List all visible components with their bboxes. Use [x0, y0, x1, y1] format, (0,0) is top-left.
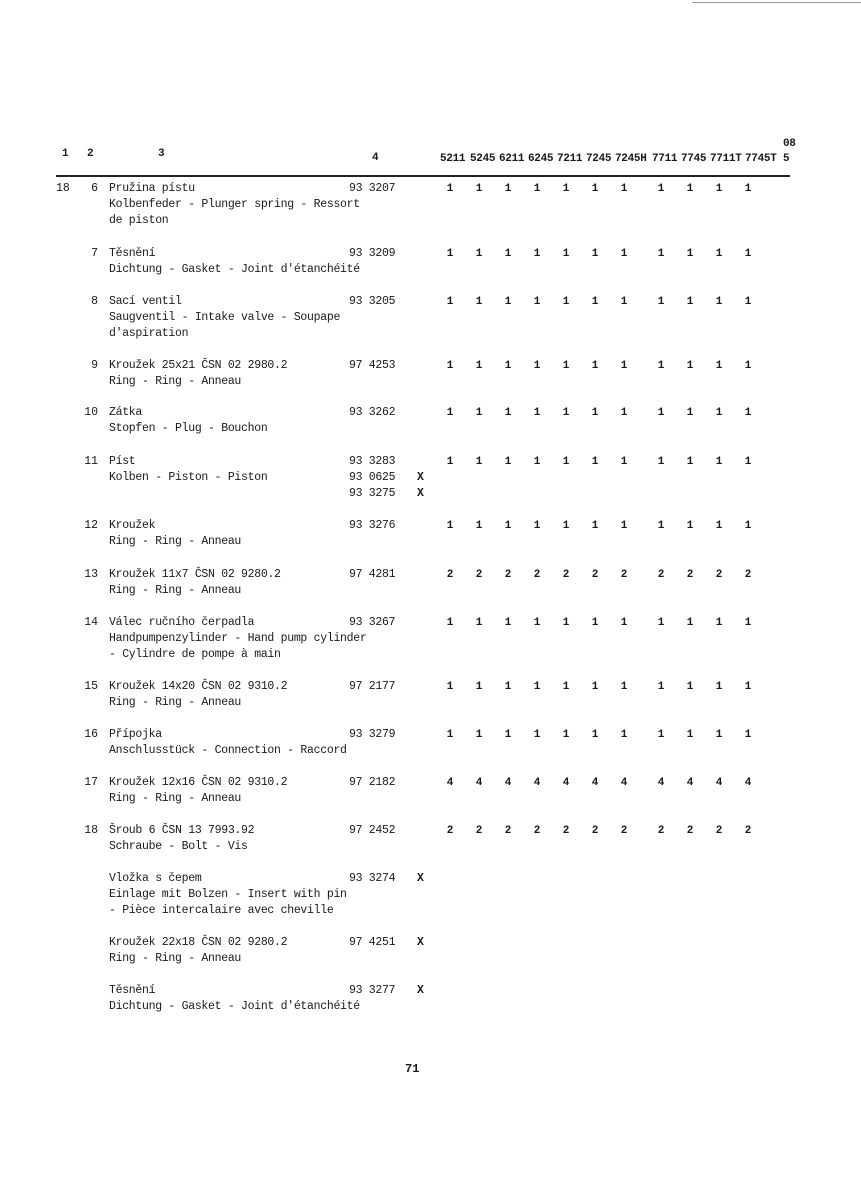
header-model: 7711 — [652, 153, 678, 165]
part-description: Sací ventil Saugventil - Intake valve - Soupape d'aspiration — [109, 295, 341, 340]
quantity-cell: 1 — [504, 183, 512, 195]
header-last-col-bottom: 5 — [783, 153, 790, 165]
quantity-cell: 1 — [744, 729, 752, 741]
quantity-cell: 1 — [715, 360, 723, 372]
quantity-cell: 2 — [591, 569, 599, 581]
quantity-cell: 2 — [715, 825, 723, 837]
quantity-cell: 1 — [446, 681, 454, 693]
quantity-cell: 4 — [504, 777, 512, 789]
part-numbers — [349, 615, 395, 631]
page-number: 71 — [405, 1062, 420, 1076]
alternate-marker: X — [417, 487, 424, 500]
quantity-cell: 2 — [657, 825, 665, 837]
header-model: 5211 — [440, 153, 466, 165]
quantity-cell: 1 — [744, 520, 752, 532]
quantity-cell: 2 — [504, 569, 512, 581]
quantity-cell: 1 — [591, 183, 599, 195]
quantity-cell: 1 — [715, 681, 723, 693]
row-position-number: 7 — [91, 247, 98, 260]
quantity-cell: 4 — [715, 777, 723, 789]
quantity-cell: 2 — [620, 825, 628, 837]
part-numbers — [349, 935, 395, 951]
quantity-cell: 1 — [475, 681, 483, 693]
part-number: 93 3276 — [349, 519, 396, 532]
quantity-cell: 1 — [657, 729, 665, 741]
header-col-2: 2 — [87, 148, 94, 160]
quantity-cell: 1 — [686, 407, 694, 419]
header-col-3: 3 — [158, 148, 165, 160]
header-model: 7745T — [745, 153, 777, 165]
part-description: Válec ručního čerpadla Handpumpenzylinder - Hand pump cylinder - Cylindre de pompe à main — [109, 616, 367, 661]
quantity-cell: 1 — [657, 681, 665, 693]
quantity-cell: 2 — [591, 825, 599, 837]
quantity-cell: 1 — [446, 296, 454, 308]
header-model: 7245 — [586, 153, 612, 165]
alternate-marker: X — [417, 872, 424, 885]
quantity-cell: 2 — [446, 569, 454, 581]
quantity-cell: 1 — [446, 248, 454, 260]
part-numbers — [349, 405, 395, 421]
quantity-cell: 1 — [686, 360, 694, 372]
quantity-cell: 1 — [744, 183, 752, 195]
quantity-cell: 1 — [620, 407, 628, 419]
part-numbers — [349, 454, 395, 502]
quantity-cell: 1 — [657, 360, 665, 372]
quantity-cell: 1 — [744, 456, 752, 468]
part-number: 93 3207 — [349, 182, 396, 195]
alternate-marker: X — [417, 984, 424, 997]
quantity-cell: 4 — [591, 777, 599, 789]
quantity-cell: 1 — [533, 456, 541, 468]
quantity-cell: 1 — [620, 729, 628, 741]
part-number: 93 3267 — [349, 616, 396, 629]
quantity-cell: 4 — [533, 777, 541, 789]
part-numbers — [349, 567, 395, 583]
quantity-cell: 1 — [715, 296, 723, 308]
part-number: 93 3205 — [349, 295, 396, 308]
quantity-cell: 4 — [744, 777, 752, 789]
quantity-cell: 2 — [562, 569, 570, 581]
header-col-1: 1 — [62, 148, 69, 160]
quantity-cell: 1 — [475, 183, 483, 195]
quantity-cell: 1 — [475, 617, 483, 629]
quantity-cell: 1 — [504, 296, 512, 308]
row-position-number: 13 — [84, 568, 98, 581]
quantity-cell: 1 — [744, 617, 752, 629]
part-number: 97 2177 — [349, 680, 396, 693]
quantity-cell: 1 — [475, 456, 483, 468]
quantity-cell: 1 — [686, 681, 694, 693]
quantity-cell: 1 — [657, 296, 665, 308]
quantity-cell: 4 — [657, 777, 665, 789]
part-description: Těsnění Dichtung - Gasket - Joint d'étanchéité — [109, 247, 360, 276]
row-group-number: 18 — [56, 182, 70, 195]
quantity-cell: 1 — [591, 248, 599, 260]
quantity-cell: 1 — [657, 407, 665, 419]
quantity-cell: 1 — [686, 456, 694, 468]
quantity-cell: 2 — [562, 825, 570, 837]
quantity-cell: 1 — [620, 520, 628, 532]
row-position-number: 6 — [91, 182, 98, 195]
quantity-cell: 1 — [591, 729, 599, 741]
quantity-cell: 1 — [533, 296, 541, 308]
quantity-cell: 2 — [504, 825, 512, 837]
row-position-number: 10 — [84, 406, 98, 419]
quantity-cell: 1 — [533, 407, 541, 419]
header-model: 7245H — [615, 153, 647, 165]
quantity-cell: 1 — [686, 183, 694, 195]
quantity-cell: 1 — [562, 729, 570, 741]
part-description: Vložka s čepem Einlage mit Bolzen - Insert with pin - Pièce intercalaire avec cheville — [109, 872, 347, 917]
quantity-cell: 1 — [562, 456, 570, 468]
quantity-cell: 2 — [446, 825, 454, 837]
alternate-markers — [417, 983, 424, 999]
quantity-cell: 1 — [620, 617, 628, 629]
part-description: Přípojka Anschlusstück - Connection - Raccord — [109, 728, 347, 757]
part-number: 97 2182 — [349, 776, 396, 789]
header-col-4: 4 — [372, 152, 379, 164]
quantity-cell: 1 — [446, 407, 454, 419]
quantity-cell: 1 — [620, 248, 628, 260]
quantity-cell: 1 — [562, 617, 570, 629]
quantity-cell: 2 — [475, 569, 483, 581]
part-numbers — [349, 983, 395, 999]
quantity-cell: 1 — [686, 520, 694, 532]
quantity-cell: 1 — [533, 248, 541, 260]
quantity-cell: 1 — [446, 520, 454, 532]
quantity-cell: 2 — [744, 569, 752, 581]
quantity-cell: 2 — [744, 825, 752, 837]
row-position-number: 18 — [84, 824, 98, 837]
quantity-cell: 2 — [657, 569, 665, 581]
quantity-cell: 1 — [533, 520, 541, 532]
part-numbers — [349, 294, 395, 310]
row-position-number: 15 — [84, 680, 98, 693]
part-number: 93 0625 — [349, 471, 396, 484]
part-number: 97 2452 — [349, 824, 396, 837]
quantity-cell: 1 — [446, 456, 454, 468]
quantity-cell: 1 — [591, 520, 599, 532]
part-numbers — [349, 823, 395, 839]
quantity-cell: 1 — [715, 248, 723, 260]
part-description: Pružina pístu Kolbenfeder - Plunger spring - Ressort de piston — [109, 182, 360, 227]
quantity-cell: 1 — [562, 407, 570, 419]
header-last-col-top: 08 — [783, 138, 796, 150]
part-number: 93 3209 — [349, 247, 396, 260]
quantity-cell: 1 — [533, 360, 541, 372]
alternate-markers — [417, 871, 424, 887]
quantity-cell: 1 — [475, 729, 483, 741]
header-model: 7211 — [557, 153, 583, 165]
quantity-cell: 2 — [620, 569, 628, 581]
quantity-cell: 4 — [620, 777, 628, 789]
quantity-cell: 2 — [686, 825, 694, 837]
quantity-cell: 1 — [657, 183, 665, 195]
quantity-cell: 1 — [657, 456, 665, 468]
quantity-cell: 1 — [504, 617, 512, 629]
quantity-cell: 1 — [562, 520, 570, 532]
part-numbers — [349, 775, 395, 791]
quantity-cell: 1 — [446, 183, 454, 195]
quantity-cell: 1 — [620, 681, 628, 693]
quantity-cell: 4 — [475, 777, 483, 789]
quantity-cell: 1 — [504, 681, 512, 693]
quantity-cell: 1 — [715, 407, 723, 419]
alternate-marker — [417, 454, 424, 470]
quantity-cell: 1 — [562, 248, 570, 260]
row-position-number: 16 — [84, 728, 98, 741]
part-description: Kroužek 22x18 ČSN 02 9280.2 Ring - Ring - Anneau — [109, 936, 288, 965]
part-description: Kroužek 12x16 ČSN 02 9310.2 Ring - Ring - Anneau — [109, 776, 288, 805]
quantity-cell: 1 — [475, 407, 483, 419]
quantity-cell: 2 — [533, 825, 541, 837]
header-model: 5245 — [470, 153, 496, 165]
header-model: 6211 — [499, 153, 525, 165]
part-numbers — [349, 518, 395, 534]
part-numbers — [349, 727, 395, 743]
quantity-cell: 1 — [562, 296, 570, 308]
quantity-cell: 1 — [562, 360, 570, 372]
part-number: 93 3277 — [349, 984, 396, 997]
quantity-cell: 1 — [591, 456, 599, 468]
header-model: 6245 — [528, 153, 554, 165]
header-model: 7711T — [710, 153, 742, 165]
quantity-cell: 2 — [715, 569, 723, 581]
quantity-cell: 1 — [620, 360, 628, 372]
quantity-cell: 1 — [562, 681, 570, 693]
row-position-number: 11 — [84, 455, 98, 468]
quantity-cell: 1 — [620, 296, 628, 308]
quantity-cell: 1 — [715, 520, 723, 532]
quantity-cell: 2 — [686, 569, 694, 581]
part-number: 97 4253 — [349, 359, 396, 372]
part-number: 97 4251 — [349, 936, 396, 949]
quantity-cell: 2 — [475, 825, 483, 837]
quantity-cell: 1 — [715, 456, 723, 468]
part-description: Kroužek 11x7 ČSN 02 9280.2 Ring - Ring - Anneau — [109, 568, 281, 597]
quantity-cell: 1 — [475, 360, 483, 372]
quantity-cell: 1 — [744, 360, 752, 372]
part-numbers — [349, 181, 395, 197]
quantity-cell: 1 — [744, 407, 752, 419]
part-numbers — [349, 246, 395, 262]
part-description: Kroužek 14x20 ČSN 02 9310.2 Ring - Ring - Anneau — [109, 680, 288, 709]
quantity-cell: 1 — [446, 729, 454, 741]
alternate-marker: X — [417, 471, 424, 484]
quantity-cell: 1 — [591, 407, 599, 419]
quantity-cell: 1 — [504, 520, 512, 532]
alternate-markers — [417, 935, 424, 951]
quantity-cell: 1 — [715, 183, 723, 195]
quantity-cell: 1 — [686, 617, 694, 629]
part-number: 97 4281 — [349, 568, 396, 581]
quantity-cell: 1 — [562, 183, 570, 195]
part-numbers — [349, 358, 395, 374]
top-edge-line — [692, 2, 861, 3]
quantity-cell: 1 — [504, 407, 512, 419]
quantity-cell: 1 — [504, 456, 512, 468]
quantity-cell: 1 — [744, 248, 752, 260]
quantity-cell: 4 — [562, 777, 570, 789]
quantity-cell: 1 — [620, 456, 628, 468]
quantity-cell: 4 — [686, 777, 694, 789]
quantity-cell: 1 — [620, 183, 628, 195]
quantity-cell: 1 — [446, 360, 454, 372]
part-description: Kroužek Ring - Ring - Anneau — [109, 519, 242, 548]
quantity-cell: 1 — [475, 248, 483, 260]
quantity-cell: 1 — [591, 360, 599, 372]
row-position-number: 14 — [84, 616, 98, 629]
quantity-cell: 1 — [657, 248, 665, 260]
quantity-cell: 2 — [533, 569, 541, 581]
part-number: 93 3262 — [349, 406, 396, 419]
row-position-number: 8 — [91, 295, 98, 308]
alternate-markers — [417, 454, 424, 502]
part-number: 93 3283 — [349, 455, 396, 468]
part-numbers — [349, 679, 395, 695]
part-number: 93 3274 — [349, 872, 396, 885]
part-description: Kroužek 25x21 ČSN 02 2980.2 Ring - Ring - Anneau — [109, 359, 288, 388]
alternate-marker: X — [417, 936, 424, 949]
part-numbers — [349, 871, 395, 887]
quantity-cell: 1 — [657, 520, 665, 532]
quantity-cell: 1 — [686, 296, 694, 308]
row-position-number: 17 — [84, 776, 98, 789]
quantity-cell: 1 — [446, 617, 454, 629]
part-number: 93 3275 — [349, 487, 396, 500]
row-position-number: 12 — [84, 519, 98, 532]
part-description: Šroub 6 ČSN 13 7993.92 Schraube - Bolt - Vis — [109, 824, 255, 853]
quantity-cell: 1 — [533, 617, 541, 629]
quantity-cell: 1 — [744, 681, 752, 693]
quantity-cell: 1 — [504, 248, 512, 260]
quantity-cell: 1 — [686, 729, 694, 741]
quantity-cell: 1 — [591, 681, 599, 693]
header-model: 7745 — [681, 153, 707, 165]
part-number: 93 3279 — [349, 728, 396, 741]
quantity-cell: 1 — [533, 729, 541, 741]
quantity-cell: 1 — [591, 296, 599, 308]
part-description: Těsnění Dichtung - Gasket - Joint d'étanchéité — [109, 984, 360, 1013]
quantity-cell: 1 — [686, 248, 694, 260]
quantity-cell: 1 — [475, 296, 483, 308]
quantity-cell: 1 — [715, 617, 723, 629]
part-description: Zátka Stopfen - Plug - Bouchon — [109, 406, 268, 435]
quantity-cell: 1 — [533, 183, 541, 195]
quantity-cell: 1 — [715, 729, 723, 741]
quantity-cell: 4 — [446, 777, 454, 789]
part-description: Píst Kolben - Piston - Piston — [109, 455, 268, 484]
quantity-cell: 1 — [504, 729, 512, 741]
row-position-number: 9 — [91, 359, 98, 372]
quantity-cell: 1 — [533, 681, 541, 693]
quantity-cell: 1 — [744, 296, 752, 308]
quantity-cell: 1 — [475, 520, 483, 532]
header-rule — [56, 175, 790, 177]
quantity-cell: 1 — [591, 617, 599, 629]
quantity-cell: 1 — [657, 617, 665, 629]
quantity-cell: 1 — [504, 360, 512, 372]
